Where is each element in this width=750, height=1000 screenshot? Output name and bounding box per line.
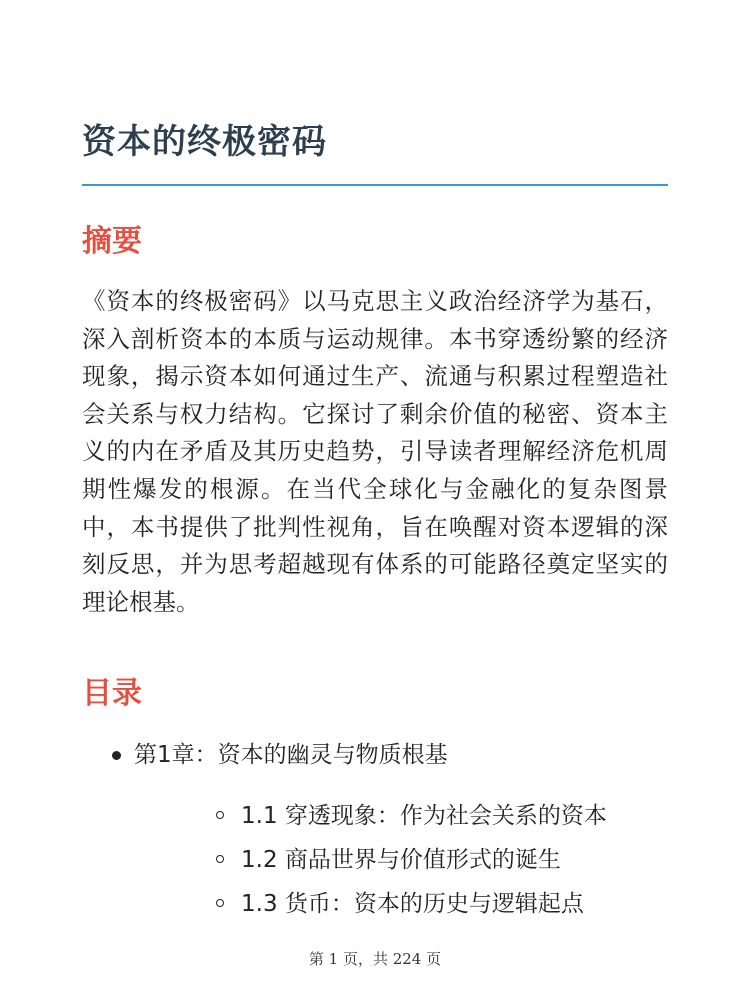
hollow-bullet-icon <box>216 811 224 819</box>
toc-section-label: 1.1 穿透现象：作为社会关系的资本 <box>241 803 607 829</box>
document-title: 资本的终极密码 <box>82 122 327 162</box>
abstract-heading: 摘要 <box>82 224 142 259</box>
toc-chapter-item <box>82 736 668 926</box>
toc-heading: 目录 <box>82 676 142 711</box>
table-of-contents <box>82 736 668 926</box>
toc-section-label: 1.2 商品世界与价值形式的诞生 <box>241 847 561 873</box>
toc-section-item <box>134 838 668 882</box>
toc-section-label: 1.3 货币：资本的历史与逻辑起点 <box>241 891 584 917</box>
page-number-footer: 第 1 页，共 224 页 <box>308 950 442 968</box>
filled-bullet-icon <box>112 751 121 760</box>
hollow-bullet-icon <box>216 855 224 863</box>
abstract-paragraph: 《资本的终极密码》以马克思主义政治经济学为基石，深入剖析资本的本质与运动规律。本书穿透纷繁的经济现象，揭示资本如何通过生产、流通与积累过程塑造社会关系与权力结构。它探讨了剩余价值的秘密、资本主义的内在矛盾及其历史趋势，引导读者理解经济危机周期性爆发的根源。在当代全球化与金融化的复杂图景中，本书提供了批判性视角，旨在唤醒对资本逻辑的深刻反思，并为思考超越现有体系的可能路径奠定坚实的理论根基。 <box>82 287 668 616</box>
title-divider <box>82 184 668 186</box>
toc-section-item <box>134 794 668 838</box>
toc-section-list <box>134 794 668 926</box>
toc-chapter-label: 第1章：资本的幽灵与物质根基 <box>134 742 448 768</box>
toc-section-item <box>134 882 668 926</box>
hollow-bullet-icon <box>216 899 224 907</box>
